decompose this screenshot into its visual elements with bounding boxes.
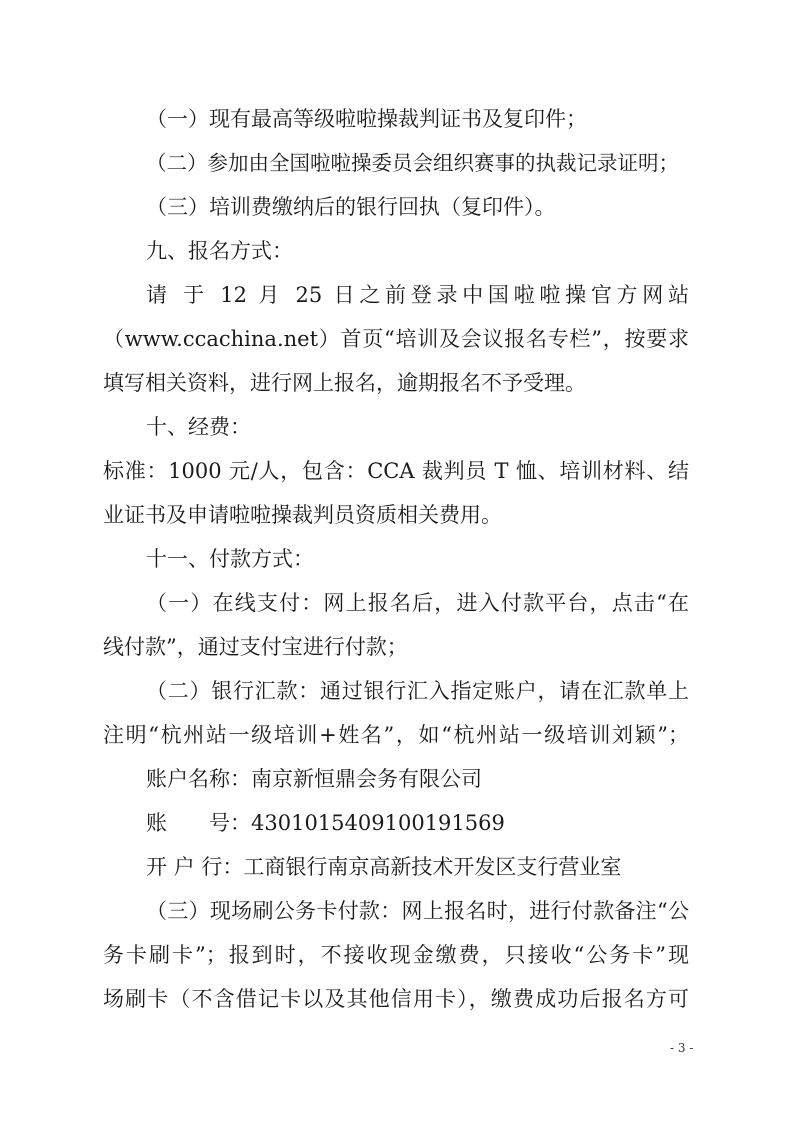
text-line: （www.ccachina.net）首页“培训及会议报名专栏”，按要求 bbox=[103, 327, 689, 351]
text-line: （一）现有最高等级啦啦操裁判证书及复印件； bbox=[146, 107, 587, 131]
text-line: （二）银行汇款：通过银行汇入指定账户，请在汇款单上 bbox=[146, 679, 689, 703]
section-heading: 九、报名方式： bbox=[146, 239, 293, 263]
text-line: （三）培训费缴纳后的银行回执（复印件）。 bbox=[146, 195, 556, 219]
page-number: - 3 - bbox=[670, 1041, 694, 1055]
text-line: 注明“杭州站一级培训+姓名”，如“杭州站一级培训刘颖”； bbox=[103, 723, 689, 747]
text-line: 填写相关资料，进行网上报名，逾期报名不予受理。 bbox=[103, 371, 586, 395]
section-heading: 十、经费： bbox=[146, 415, 251, 439]
text-line: 标准：1000 元/人，包含：CCA 裁判员 T 恤、培训材料、结 bbox=[103, 459, 689, 483]
text-line: 请 于 12 月 25 日之前登录中国啦啦操官方网站 bbox=[146, 283, 689, 307]
text-line: （二）参加由全国啦啦操委员会组织赛事的执裁记录证明； bbox=[146, 151, 679, 175]
text-line: 线付款”，通过支付宝进行付款； bbox=[103, 635, 408, 659]
text-line: （一）在线支付：网上报名后，进入付款平台，点击“在 bbox=[146, 591, 689, 615]
text-line: 账户名称：南京新恒鼎会务有限公司 bbox=[146, 767, 482, 791]
text-line: （三）现场刷公务卡付款：网上报名时，进行付款备注“公 bbox=[146, 899, 689, 923]
text-line: 务卡刷卡”；报到时，不接收现金缴费，只接收“公务卡”现 bbox=[103, 943, 689, 967]
text-line: 场刷卡（不含借记卡以及其他信用卡），缴费成功后报名方可 bbox=[103, 987, 689, 1011]
text-line: 开 户 行：工商银行南京高新技术开发区支行营业室 bbox=[146, 855, 622, 879]
text-line: 账 号：4301015409100191569 bbox=[146, 811, 505, 835]
section-heading: 十一、付款方式： bbox=[146, 547, 314, 571]
text-line: 业证书及申请啦啦操裁判员资质相关费用。 bbox=[103, 503, 502, 527]
